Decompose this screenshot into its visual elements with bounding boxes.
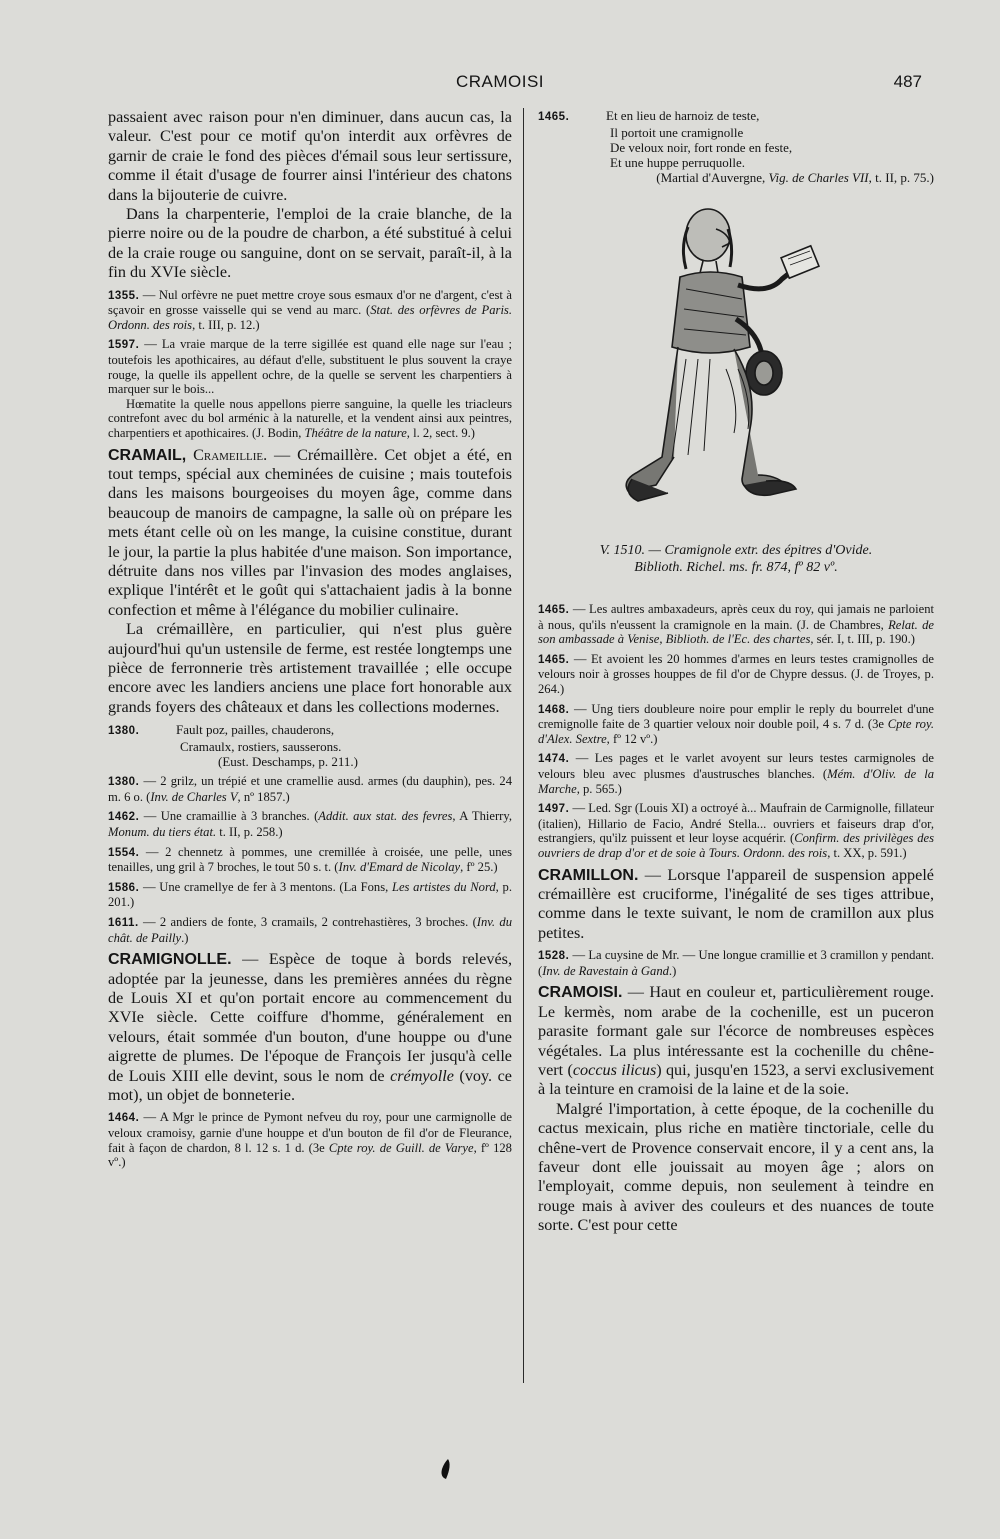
citation-1597: 1597. — La vraie marque de la terre sigillée est quand elle nage sur l'eau ; toutefois les apothicaires, au défaut d'elle, substituent le plus souvent la craye rouge, la quelle ils appellent ochre, de la quelle se servent les charpentiers à marquer sur le bois... xyxy=(108,337,512,397)
citation-1497: 1497. — Led. Sgr (Louis XI) a octroyé à... Maufrain de Carmignolle, fillateur (italien), Hillario de Facio, André Stella... ouvriers et faiseurs drap d'or, estrangiers, qu'ilz puissent et leur loyse acquérir. (Confirm. des privilèges des ouvriers de drap d'or et de soie à Tours. Ordonn. des rois, t. XX, p. 591.) xyxy=(538,801,934,860)
page-number: 487 xyxy=(893,72,922,91)
page-title: CRAMOISI xyxy=(455,72,545,91)
paragraph: passaient avec raison pour n'en diminuer, dans aucun cas, la valeur. C'est pour ce motif qu'on interdit aux orfèvres de garnir de craie le fond des pièces d'émail sous leur sertissure, comme il était d'usage de fourrer ainsi l'intérieur des chatons dans la bijouterie de cuivre. xyxy=(108,108,512,204)
paragraph: Dans la charpenterie, l'emploi de la craie blanche, de la pierre noire ou de la poudre de charbon, a été substitué à celui de la craie rouge ou sanguine, dont on se servait, paraît-il, à la fin du XVIe siècle. xyxy=(108,205,512,282)
running-header xyxy=(0,72,1000,98)
citation-1586: 1586. — Une cramellye de fer à 3 mentons. (La Fons, Les artistes du Nord, p. 201.) xyxy=(108,879,512,910)
entry-cramail: CRAMAIL, Crameillie. — Crémaillère. Cet objet a été, en tout temps, spécial aux cheminées de cuisine ; mais toutefois dans les maisons bourgeoises du moyen âge, comme dans beaucoup de manoirs de campagne, la salle où on prépare les mets étant celle où on les mange, la cuisine constitue, durant le jour, la partie la plus habitée d'une maison. Son importance, détruite dans nos villes par l'invasion des modes anglaises, explique l'intérêt et le goût qui s'attachaient jadis à la bonne confection et même à l'élégance du mobilier culinaire. xyxy=(108,445,513,619)
paragraph: Malgré l'importation, à cette époque, de la cochenille du cactus mexicain, plus riche en matière tinctoriale, celle du chêne-vert de Provence conservait encore, il y a cent ans, la faveur dont elle jouissait au moyen âge ; alors on l'employait, comme depuis, non seulement à teindre en rouge mais à aviver des couleurs et des nuances de toute sorte. C'est pour cette xyxy=(538,1099,934,1235)
citation-1554: 1554. — 2 chennetz à pommes, une cremillée à croisée, une pelle, unes tenailles, ung gril à 7 broches, le tout 50 s. t. (Inv. d'Emard de Nicolay, fº 25.) xyxy=(108,844,512,875)
left-column xyxy=(108,108,512,1170)
paragraph: La crémaillère, en particulier, qui n'est plus guère aujourd'hui qu'un ustensile de ferme, est restée longtemps une pièce de ferronnerie très artistement travaillée ; elle occupe encore avec les landiers anciens une place fort honorable aux grands foyers des châteaux et dans les collections modernes. xyxy=(108,620,512,716)
citation-1462: 1462. — Une cramaillie à 3 branches. (Addit. aux stat. des fevres, A Thierry, Monum. du tiers état. t. II, p. 258.) xyxy=(108,809,513,840)
verse-1465: 1465. Et en lieu de harnoiz de teste, Il portoit une cramignolle De veloux noir, fort ronde en feste, Et une huppe perruquolle. (Martial d'Auvergne, Vig. de Charles VII, t. II, p. 75.) xyxy=(538,108,934,185)
entry-cramoisi: CRAMOISI. — Haut en couleur et, particulièrement rouge. Le kermès, nom arabe de la cochenille, est un puceron parasite formant gale sur l'écorce de nombreuses espèces végétales. La plus intéressante est la cochenille du chêne-vert (coccus ilicus) qui, jusqu'en 1523, a servi exclusivement à la teinture en cramoisi de la laine et de la soie. xyxy=(538,983,934,1099)
citation-1465b: 1465. — Et avoient les 20 hommes d'armes en leurs testes cramignolles de velours noir à grosses houppes de fil d'or de Chypre dessus. (J. de Troyes, p. 264.) xyxy=(538,651,934,696)
figure-caption: V. 1510. — Cramignole extr. des épitres d'Ovide. Biblioth. Richel. ms. fr. 874, fº 82 vº. xyxy=(599,543,873,575)
citation-1464: 1464. — A Mgr le prince de Pymont nefveu du roy, pour une carmignolle de veloux cramoisy, garnie d'une houppe et d'un bouton de fil d'or de Fleurance, fait à façon de chardon, 8 l. 12 s. 1 d. (3e Cpte roy. de Guill. de Varye, fº 128 vº.) xyxy=(108,1110,512,1170)
citation-1380: 1380. — 2 grilz, un trépié et une cramellie ausd. armes (du dauphin), pes. 24 m. 6 o. (Inv. de Charles V, nº 1857.) xyxy=(108,774,512,804)
ink-blot xyxy=(439,1458,453,1480)
citation-1465a: 1465. — Les aultres ambaxadeurs, après ceux du roy, qui jamais ne parloient à nous, qu'ils n'eussent la cramignole en la main. (J. de Chambres, Relat. de son ambassade à Venise, Biblioth. de l'Ec. des chartes, sér. I, t. III, p. 190.) xyxy=(538,602,934,647)
citation-1611: 1611. — 2 andiers de fonte, 3 cramails, 2 contrehastières, 3 broches. (Inv. du chât. de Pailly.) xyxy=(108,915,512,945)
verse-1380: 1380. Fault poz, pailles, chauderons, Cramaulx, rostiers, sausserons. (Eust. Deschamps, p. 211.) xyxy=(108,722,358,770)
entry-cramignolle: CRAMIGNOLLE. — Espèce de toque à bords relevés, adoptée par la jeunesse, dans les premières années du règne de Louis XI et qu'on portait encore au commencement du XVIe siècle. Cette coiffure d'homme, généralement en velours, était sommée d'un bouton, d'une houppe ou d'une aigrette de plumes. De l'époque de François Ier jusqu'à celle de Louis XIII elle devint, sous le nom de crémyolle (voy. ce mot), un objet de bonneterie. xyxy=(108,950,512,1105)
citation-1528: 1528. — La cuysine de Mr. — Une longue cramillie et 3 cramillon y pendant. (Inv. de Ravestain à Gand.) xyxy=(538,948,934,978)
citation-1468: 1468. — Ung tiers doubleure noire pour emplir le reply du bourrelet d'une cremignolle faite de 3 quartier veloux noir double poil, 4 s. 7 d. (3e Cpte roy. d'Alex. Sextre, fº 12 vº.) xyxy=(538,701,934,746)
right-column xyxy=(538,108,934,1236)
citation-1355: 1355. — Nul orfèvre ne puet mettre croye sous esmaux d'or ne d'argent, c'est à sçavoir en grosse vaisselle qui se vend au marc. (Stat. des orfèvres de Paris. Ordonn. des rois, t. III, p. 12.) xyxy=(108,287,512,332)
entry-cramillon: CRAMILLON. — Lorsque l'appareil de suspension appelé crémaillère est cruciforme, l'inégalité de ses tiges attribue, comme dans le texte suivant, le nom de cramillon aux plus petites. xyxy=(538,865,934,942)
column-divider xyxy=(523,108,524,1383)
citation-1474: 1474. — Les pages et le varlet avoyent sur leurs testes carmignoles de velours bleu avec plusmes d'austrusches blanches. (Mém. d'Oliv. de la Marche, p. 565.) xyxy=(538,751,934,796)
kneeling-figure-illustration xyxy=(538,199,934,529)
citation-1597-cont: Hœmatite la quelle nous appellons pierre sanguine, la quelle les triacleurs contrefont avec du bol arménic à la naturelle, et la vendent ainsi aux peintres, charpentiers et apothicaires. (J. Bodin, Théâtre de la nature, l. 2, sect. 9.) xyxy=(108,396,512,440)
